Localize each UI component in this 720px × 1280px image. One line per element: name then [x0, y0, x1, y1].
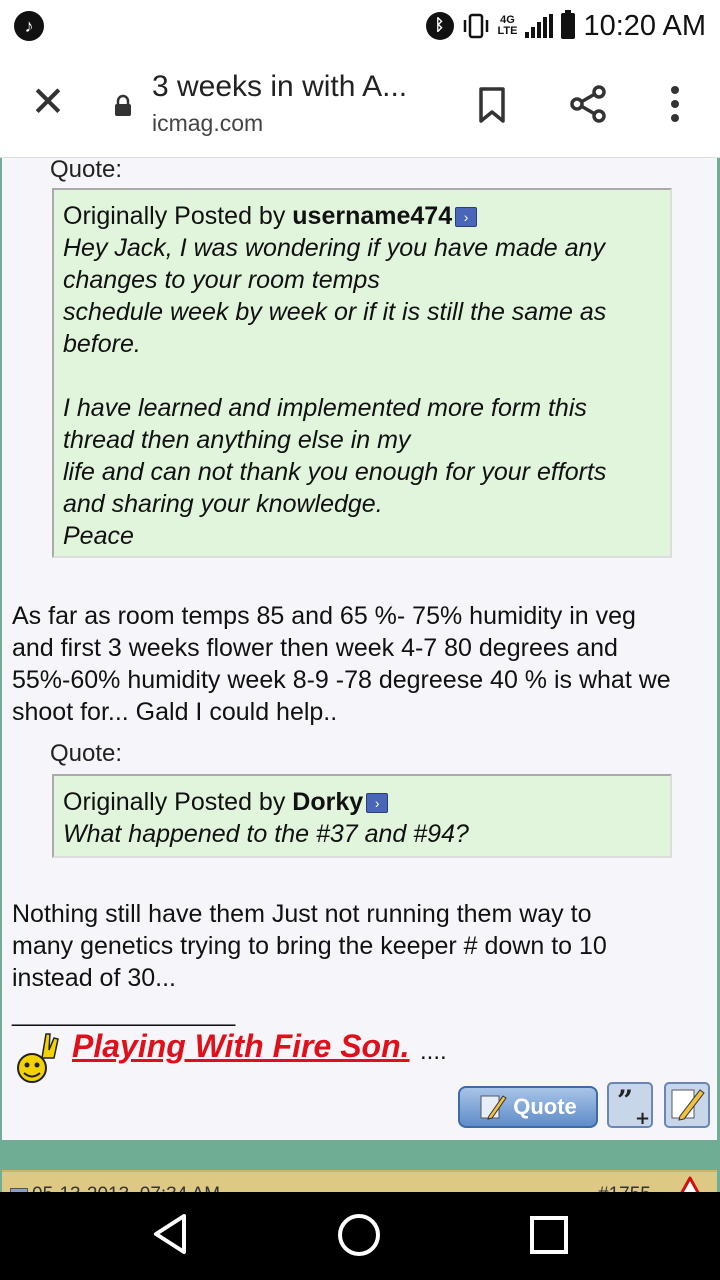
music-notification-icon: ♪ — [14, 11, 44, 41]
quote-button-label: Quote — [513, 1094, 577, 1119]
clock: 10:20 AM — [583, 9, 706, 42]
bluetooth-icon: ᛒ — [426, 12, 454, 40]
lock-icon — [112, 94, 134, 116]
signal-strength-icon — [525, 14, 553, 38]
quote-prefix: Originally Posted by — [63, 202, 293, 230]
forum-post — [2, 158, 717, 1140]
quoted-username[interactable]: username474 — [292, 202, 453, 230]
page-title: 3 weeks in with A... — [152, 70, 408, 103]
browser-toolbar — [0, 52, 720, 158]
status-bar — [0, 0, 720, 52]
close-icon[interactable]: ✕ — [30, 78, 66, 125]
reply-text: As far as room temps 85 and 65 %- 75% humidity in veg and first 3 weeks flower then week 4-7 80 degrees and 55%-60% humidity week 8-9 -78 degreese 40 % is what we shoot for... Gald I could help.. — [12, 602, 671, 726]
quoted-message: What happened to the #37 and #94? — [63, 820, 469, 848]
battery-icon — [561, 13, 575, 39]
signature-trailing: .... — [420, 1038, 447, 1065]
quote-prefix: Originally Posted by — [63, 788, 293, 816]
signature-separator: __________________ — [12, 1000, 235, 1027]
quote-button[interactable] — [458, 1086, 598, 1128]
network-type-icon: 4G LTE — [497, 14, 518, 37]
pencil-icon — [479, 1092, 507, 1122]
back-icon[interactable] — [150, 1212, 190, 1256]
quote-box — [52, 188, 672, 558]
home-icon[interactable] — [338, 1214, 380, 1256]
page-url: icmag.com — [152, 110, 264, 136]
overflow-menu-icon[interactable] — [660, 84, 690, 124]
recent-apps-icon[interactable] — [530, 1216, 568, 1254]
rock-on-smiley-icon — [12, 1028, 66, 1086]
page-content — [0, 158, 720, 1192]
svg-text:”: ” — [617, 1084, 634, 1117]
page-title-block[interactable] — [152, 70, 407, 137]
quote-box — [52, 774, 672, 858]
navigation-bar — [0, 1192, 720, 1280]
quick-reply-icon[interactable] — [662, 1080, 712, 1130]
view-post-arrow-icon[interactable]: › — [366, 793, 388, 813]
quoted-username[interactable]: Dorky — [292, 788, 364, 816]
quoted-message: Hey Jack, I was wondering if you have made any changes to your room temps schedule week by week or if it is still the same as before. I have learned and implemented more form this thread then anything else in my life and can not thank you enough for your efforts and sharing your knowledge. Peace — [63, 234, 607, 550]
quote-label: Quote: — [50, 740, 123, 767]
vibrate-icon — [462, 12, 490, 40]
multi-quote-icon[interactable] — [605, 1080, 655, 1130]
svg-text:+: + — [635, 1108, 651, 1129]
reply-text: Nothing still have them Just not running them way to many genetics trying to bring the keeper # down to 10 instead of 30... — [12, 900, 607, 992]
view-post-arrow-icon[interactable]: › — [455, 207, 477, 227]
bookmark-icon[interactable] — [476, 86, 508, 124]
quote-label: Quote: — [50, 156, 123, 183]
share-icon[interactable] — [568, 84, 608, 124]
signature-link[interactable]: Playing With Fire Son. — [72, 1028, 410, 1064]
